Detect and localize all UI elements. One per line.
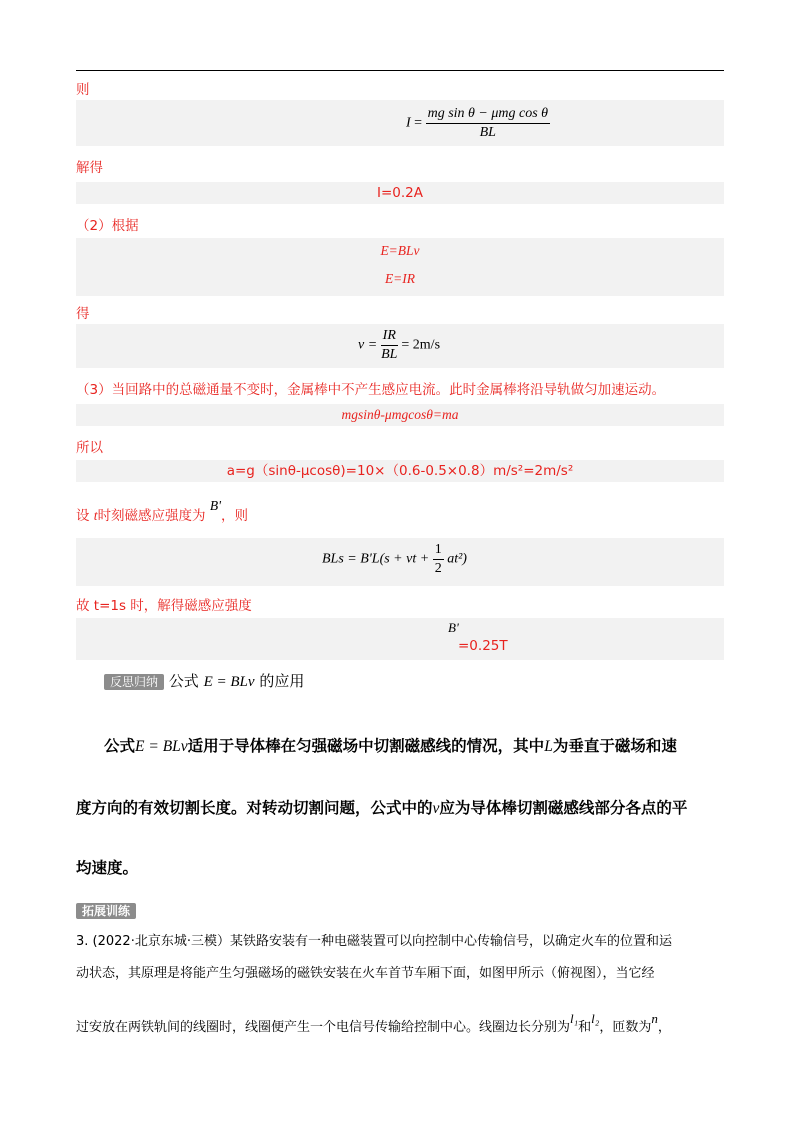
question-line-1: 3. (2022·北京东城·三模）某铁路安装有一种电磁装置可以向控制中心传输信号，以确定火车的位置和运	[76, 934, 672, 949]
text: ，	[657, 1020, 671, 1035]
final-value: =0.25T	[458, 638, 508, 654]
var-L: L	[544, 738, 553, 755]
label-conclusion: 故 t=1s 时，解得磁感应强度	[76, 598, 252, 614]
equation-box-acceleration	[76, 460, 724, 482]
fraction-numerator: IR	[381, 328, 398, 346]
equation-flux	[322, 542, 467, 577]
extend-tag: 拓展训练	[76, 903, 136, 919]
fraction	[381, 328, 398, 363]
fraction-numerator: mg sin θ − μmg cos θ	[426, 106, 550, 124]
paragraph-set-t	[76, 498, 248, 524]
text: 过安放在两铁轨间的线圈时，线圈便产生一个电信号传输给控制中心。线圈边长分别为	[76, 1020, 571, 1035]
label-suoyi: 所以	[76, 440, 103, 456]
equation-velocity	[358, 328, 440, 363]
label-de: 得	[76, 306, 90, 322]
var-B-prime: B'	[209, 498, 221, 513]
text: 适用于导体棒在匀强磁场中切割磁感线的情况，其中	[187, 737, 545, 755]
fraction-numerator: 1	[433, 542, 444, 560]
text: 时刻磁感应强度为	[97, 508, 206, 524]
equation-acceleration: a=g（sinθ-μcosθ)=10×（0.6-0.5×0.8）m/s²=2m/s²	[226, 463, 574, 479]
equation-box-final	[76, 618, 724, 660]
top-rule	[76, 70, 724, 71]
text: 公式	[104, 737, 136, 755]
label-jiede: 解得	[76, 160, 103, 176]
var-n: n	[651, 1011, 658, 1026]
text: ，匝数为	[599, 1020, 652, 1035]
text: 设	[76, 508, 90, 524]
equation-box-velocity	[76, 324, 724, 368]
equation-box-part2	[76, 238, 724, 296]
label-ze: 则	[76, 82, 90, 98]
var-l1: l₁	[570, 1011, 579, 1026]
eq-equals: =	[414, 115, 423, 131]
para-line-3: 均速度。	[76, 859, 139, 877]
text: 和	[578, 1020, 592, 1035]
equation-newton: mgsinθ-μmgcosθ=ma	[341, 407, 459, 422]
formula: E = BLv	[203, 674, 255, 690]
label-part2: （2）根据	[76, 218, 139, 234]
equation-ohm: E=IR	[384, 271, 416, 286]
text: ，则	[221, 508, 248, 524]
para-line-2	[76, 796, 687, 818]
paragraph-part3: （3）当回路中的总磁通量不变时，金属棒中不产生感应电流。此时金属棒将沿导轨做匀加速运动。	[76, 382, 666, 398]
fraction	[433, 542, 444, 577]
equation-box-result	[76, 182, 724, 204]
reflect-heading	[104, 670, 304, 691]
var-t: t	[93, 508, 98, 523]
eq-lhs: BLs = B'L(s + vt +	[322, 551, 430, 567]
var-l2: l₂	[591, 1011, 600, 1026]
text: 公式	[168, 672, 199, 690]
result-current: I=0.2A	[377, 185, 423, 201]
equation-box-flux	[76, 538, 724, 586]
fraction-denominator: BL	[381, 347, 398, 362]
final-B-prime: B'	[448, 620, 459, 635]
para-line-1	[104, 734, 677, 756]
text: 应为导体棒切割磁感线部分各点的平	[439, 799, 688, 817]
question-line-3	[76, 1011, 671, 1035]
text: 为垂直于磁场和速	[552, 737, 677, 755]
fraction-denominator: BL	[479, 125, 496, 140]
var-v: v	[432, 800, 440, 817]
eq-var-I: I	[406, 115, 411, 131]
reflect-tag: 反思归纳	[104, 674, 164, 690]
text: 度方向的有效切割长度。对转动切割问题，公式中的	[76, 799, 433, 817]
equation-box-newton	[76, 404, 724, 426]
fraction-denominator: 2	[434, 561, 442, 576]
question-line-2: 动状态，其原理是将能产生匀强磁场的磁铁安装在火车首节车厢下面，如图甲所示（俯视图），当它经	[76, 966, 655, 981]
eq-tail: at²)	[447, 551, 467, 567]
eq-v: v =	[358, 337, 378, 353]
formula: E = BLv	[135, 738, 188, 755]
equation-emf: E=BLv	[380, 243, 420, 258]
extend-heading	[76, 900, 136, 919]
equation-current	[406, 106, 550, 141]
fraction	[426, 106, 550, 141]
text: 的应用	[259, 672, 305, 690]
equation-box-current	[76, 100, 724, 146]
eq-rhs: = 2m/s	[401, 337, 441, 353]
